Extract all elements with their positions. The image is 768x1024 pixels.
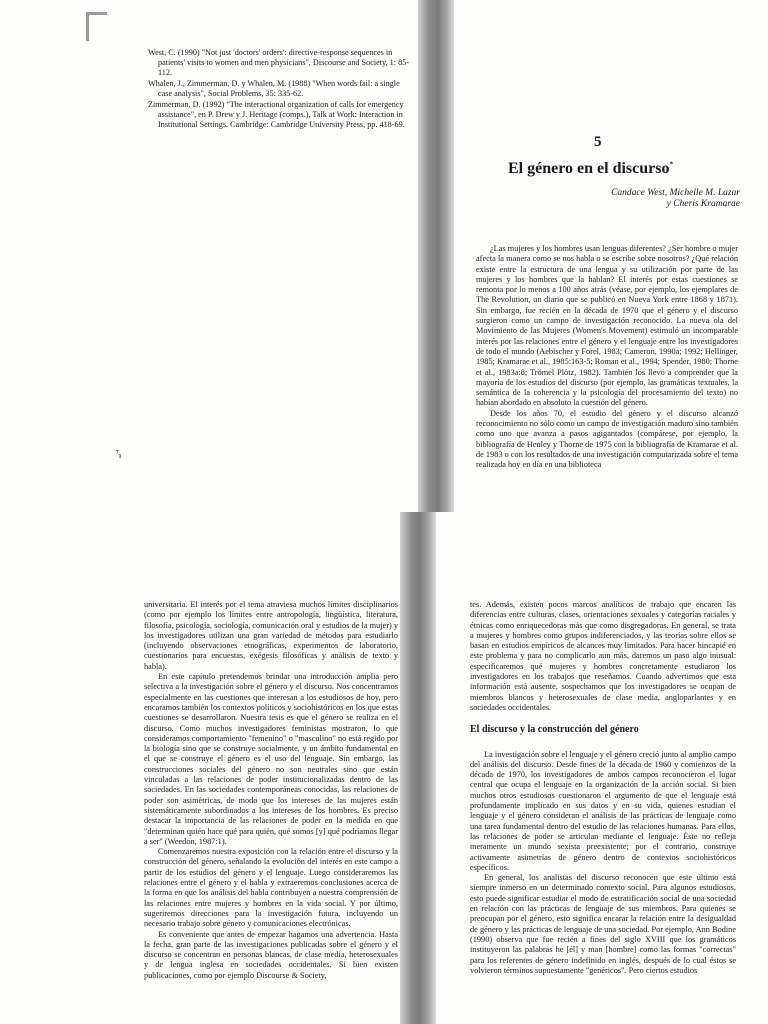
paragraph: Desde los años 70, el estudio del género y el discurso alcanzó reconocimiento no sólo como un campo de investigación maduro sino también como uno que avanza a pasos agigantados (compárese, por ejemplo, la bibliografía de Henley y Thorne de 1975 con la bibliografía de Kramarae et al. de 1983 o con los resultados de una investigación computarizada sobre el tema realizada hoy en día en una biblioteca	[476, 408, 738, 470]
section-heading: El discurso y la construcción del género	[470, 724, 639, 736]
paragraph: En general, los analistas del discurso reconocen que este último está siempre inmerso en un determinado contexto social. Para algunos estudiosos, esto puede significar estudiar el modo de estratificación social de una sociedad en relación con las prácticas de lenguaje de sus miembros. Para quienes se preocupan por el género, esto significa encarar la relación entre la desigualdad de género y las prácticas de lenguaje de una sociedad. Por ejemplo, Ann Bodine (1990) observa que fue recién a fines del siglo XVIII que los gramáticos instituyeron las palabras he [él] y man [hombre] como las formas "correctas" para los referentes de género indefinido en inglés, después de lo cual éstos se volvieron términos supuestamente "genéricos". Pero ciertos estudios	[470, 873, 736, 975]
reference-entry: West, C. (1990) "Not just 'doctors' orders': directive-response sequences in patients' visits to women and men physicians", Discourse and Society, 1: 85-112.	[148, 48, 410, 77]
paragraph: universitaria. El interés por el tema atraviesa muchos límites disciplinarios (como por ejemplo los límites entre antropología, lingüística, literatura, filosofía, psicología, sociología, comunicación oral y estudios de la mujer) y los investigadores utilizan una gran variedad de métodos para estudiarlo (incluyendo observaciones etnográficas, experimentos de laboratorio, cuestionarios para encuestas, exégesis filosóficas y análisis de texto y habla).	[144, 600, 398, 671]
right-column-text	[470, 600, 736, 976]
paragraph: Comenzaremos nuestra exposición con la relación entre el discurso y la construcción del género, señalando la evolución del interés en este campo a partir de los estudios del género y el lenguaje. Luego consideraremos las relaciones entre el género y el habla y extraeremos conclusiones acerca de la forma en que los análisis del habla contribuyen a nuestra comprensión de las relaciones entre mujeres y hombres en la vida social. Y por último, sugeriremos direcciones para la investigación futura, incluyendo un necesario trabajo sobre género y comunicaciones electrónicas.	[144, 847, 398, 929]
left-column-text	[144, 600, 398, 981]
paragraph: Es conveniente que antes de empezar hagamos una advertencia. Hasta la fecha, gran parte de las investigaciones publicadas sobre el género y el discurso se concentran en personas blancas, de clase media, heterosexuales y de lengua inglesa en sociedades occidentales. Si bien existen publicaciones, como por ejemplo Discourse & Society,	[144, 929, 398, 980]
reference-entry: Zimmerman, D. (1992) "The interactional organization of calls for emergency assistance", en P. Drew y J. Heritage (comps.), Talk at Work: Interaction in Institutional Settings. Cambridge: Cambridge University Press, pp. 418-69.	[148, 100, 405, 129]
paragraph: En este capítulo pretendemos brindar una introducción amplia pero selectiva a la investigación sobre el género y el discurso. Nos concentramos especialmente en las cuestiones que interesan a los estudiosos de hoy, pero encaramos también los contextos políticos y sociohistóricos en los que estas cuestiones se desarrollaron. Nuestra tesis es que el género se realiza en el discurso. Como muchos investigadores feministas mostraron, lo que consideramos comportamiento "femenino" o "masculino" no está regido por la biología sino que se construye socialmente, y un ámbito fundamental en el que se construye el género es el uso del lenguaje. Sin embargo, las construcciones sociales del género no son neutrales sino que están vinculadas a las relaciones de poder institucionalizadas dentro de las sociedades. En las sociedades contemporáneas conocidas, las relaciones de poder son asimétricas, de modo que los intereses de las mujeres están sistemáticamente subordinados a los intereses de los hombres. Es preciso destacar la importancia de las relaciones de poder en la medida en que "determinan quién hace qué para quién, qué somos [y] qué podríamos llegar a ser" (Weedon, 1987:1).	[144, 672, 398, 846]
chapter-title-text: El género en el discurso	[508, 160, 670, 177]
chapter-title-mark: *	[669, 160, 673, 169]
intro-text	[476, 244, 738, 471]
page-178	[0, 0, 418, 512]
chapter-title	[508, 160, 673, 178]
chapter-authors	[560, 188, 740, 210]
book-gutter-shadow	[400, 512, 436, 1024]
authors-line: y Cheris Kramarae	[666, 199, 740, 209]
references-list	[148, 48, 410, 131]
page-corner-mark	[86, 12, 107, 41]
paragraph: La investigación sobre el lenguaje y el género creció junto al amplio campo del análisis del discurso. Desde fines de la década de 1960 y comienzos de la década de 1970, los investigadores de ambos campos reconocieron el lugar central que ocupa el lenguaje en la organización de la acción social. Si bien muchos otros estudiosos cuestionaron el argumento de que el lenguaje está profundamente implicado en sus datos y en su vida, quienes estudian el lenguaje y el género consideran el análisis de las prácticas de lenguaje como una tarea fundamental dentro del estudio de las relaciones humanas. Para ellos, las relaciones de poder se articulan mediante el lenguaje. Éste no refleja meramente un mundo sexista preexistente; por el contrario, construye activamente asimetrías de género dentro de contextos sociohistóricos específicos.	[470, 749, 736, 872]
authors-line: Candace West, Michelle M. Lazar	[611, 188, 740, 198]
paragraph: tes. Además, existen pocos marcos analíticos de trabajo que encaren las diferencias entre culturas, clases, orientaciones sexuales y categorías raciales y étnicas como enriquecedoras más que como disgregadoras. En general, se trata a mujeres y hombres como grupos indiferenciados, y las teorías sobre ellos se basan en estudios empíricos de alcances muy limitados. Para hacer hincapié en este problema y para no complicarlo aun más, daremos un paso algo inusual: especificaremos qué mujeres y hombres concretamente estudiaron los investigadores en los trabajos que reseñamos. Cuando advertimos que esta información está ausente, sospechamos que los investigadores se ocupan de miembros blancos y heterosexuales de clase media, angloparlantes y en sociedades occidentales.	[470, 600, 736, 712]
paragraph: ¿Las mujeres y los hombres usan lenguas diferentes? ¿Ser hombre o mujer afecta la manera como se nos habla o se escribe sobre nosotros? ¿Qué relación existe entre la estructura de una lengua y su utilización por parte de las mujeres y los hombres que la hablan? El interés por estas cuestiones se remonta por lo menos a 100 años atrás (véase, por ejemplo, los ejemplares de The Revolution, un diario que se publicó en Nueva York entre 1868 y 1871). Sin embargo, fue recién en la década de 1970 que el género y el discurso surgieron como un campo de investigación reconocido. La nueva ola del Movimiento de las Mujeres (Women's Movement) estimuló un incomparable interés por las relaciones entre el género y el lenguaje entre los investigadores de todo el mundo (Aebischer y Forel, 1983; Cameron, 1990a; 1992; Hellinger, 1985; Kramarae et al., 1985:163-5; Roman et al., 1994; Spender, 1980; Thorne et al., 1983a:8; Trömel Plötz, 1982). También los llevó a comprender que la mayoría de los estudios del discurso (por ejemplo, las gramáticas textuales, la semántica de la coherencia y la psicología del procesamiento del texto) no habían abordado en absoluto la cuestión del género.	[476, 244, 738, 408]
chapter-number: 5	[594, 134, 602, 150]
book-gutter-shadow	[418, 0, 454, 540]
margin-mark: ⁷₁	[116, 448, 122, 458]
reference-entry: Whalen, J., Zimmerman, D. y Whalen, M. (1988) "When words fail: a single case analysis", Social Problems, 35: 335-62.	[148, 79, 400, 98]
